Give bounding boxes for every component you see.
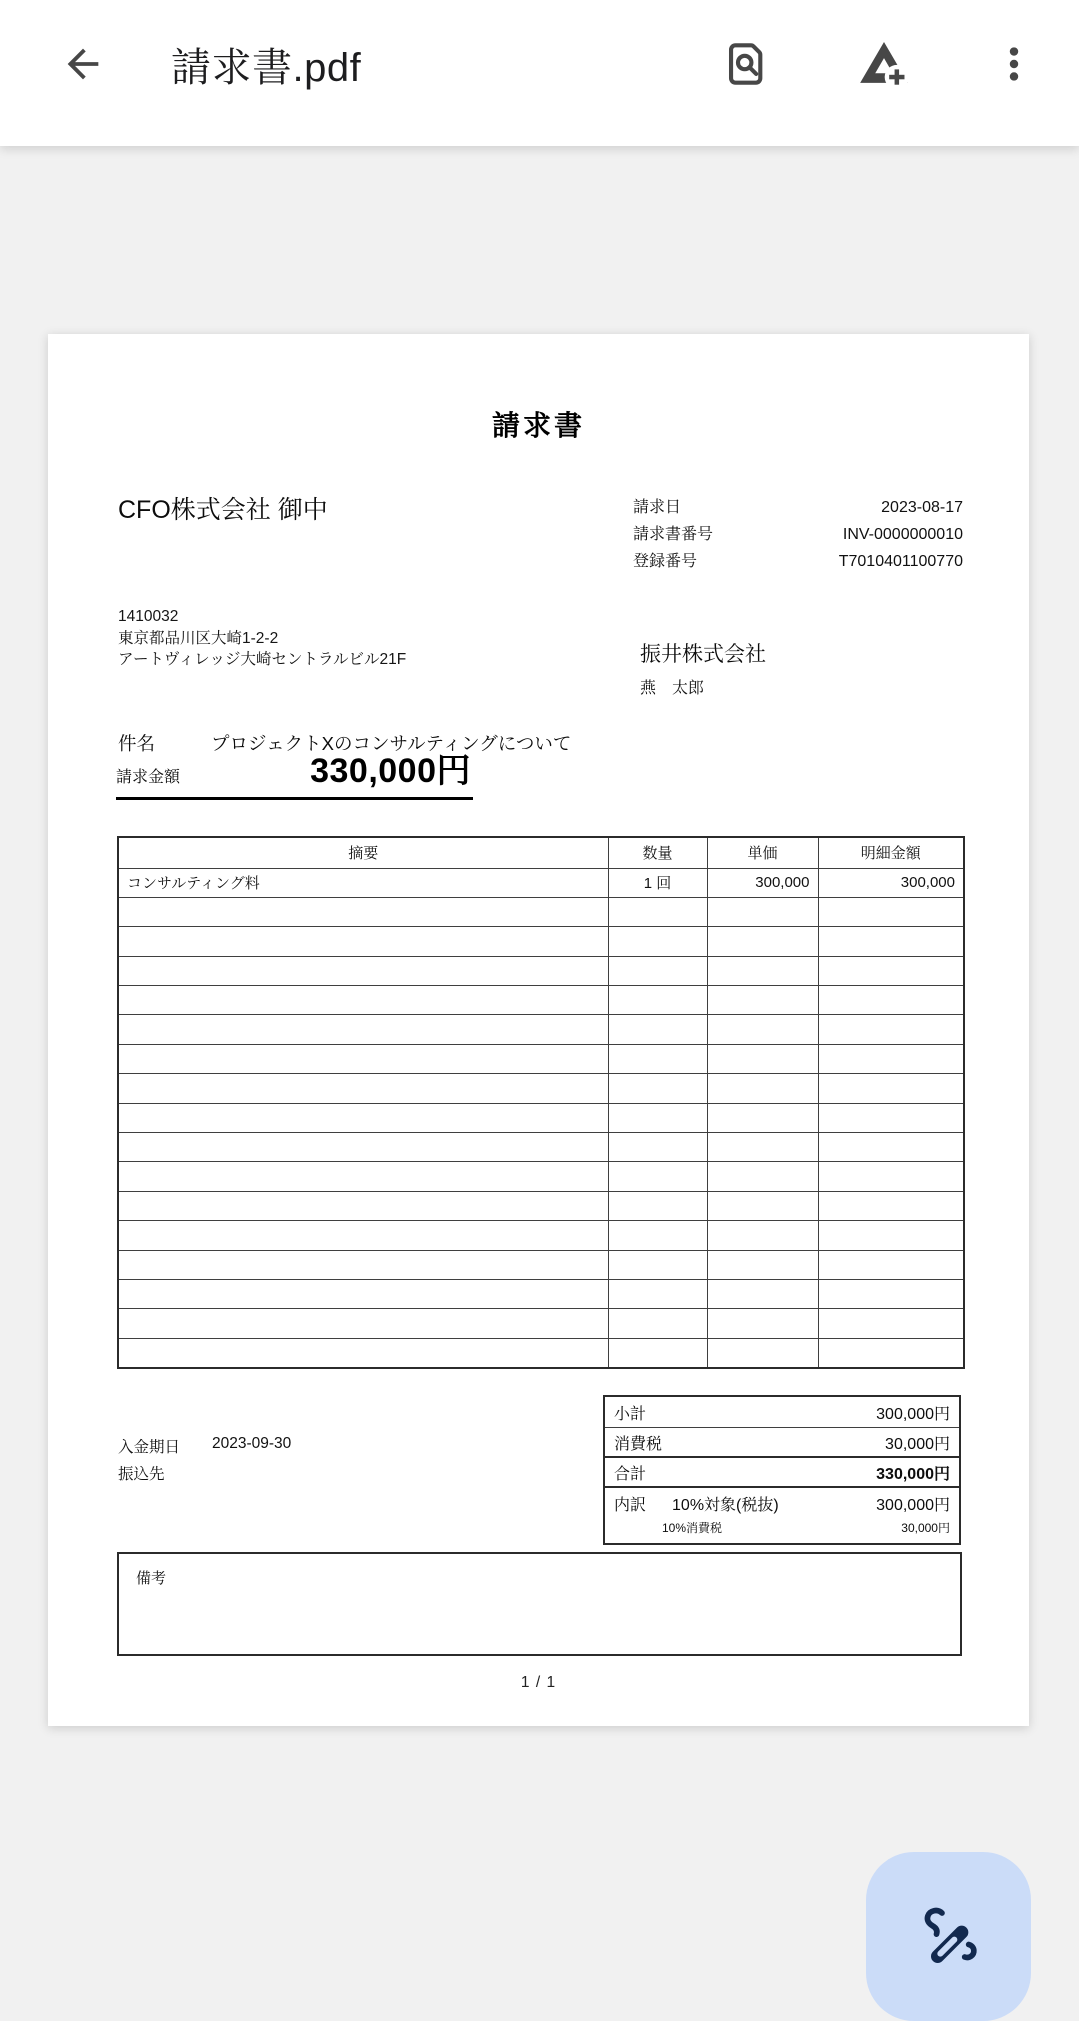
table-empty-cell: [818, 897, 964, 926]
table-empty-cell: [707, 1074, 818, 1103]
table-empty-cell: [118, 1162, 608, 1191]
meta-row-number: [633, 521, 963, 548]
table-empty-cell: [118, 897, 608, 926]
meta-value: 2023-08-17: [881, 499, 963, 516]
totals-box: [603, 1395, 961, 1545]
subject-value: プロジェクトXのコンサルティングについて: [211, 733, 572, 754]
tax-value: 30,000円: [885, 1435, 950, 1453]
table-empty-row: [118, 1221, 964, 1250]
meta-label: 請求日: [633, 499, 682, 516]
overflow-menu-button[interactable]: [992, 34, 1036, 94]
meta-label: 登録番号: [633, 553, 698, 570]
table-empty-row: [118, 1338, 964, 1367]
table-empty-row: [118, 1103, 964, 1132]
sender-address-line2: アートヴィレッジ大崎セントラルビル21F: [118, 651, 407, 668]
table-empty-cell: [608, 1103, 707, 1132]
table-empty-cell: [608, 986, 707, 1015]
sender-address-line1: 東京都品川区大崎1-2-2: [118, 629, 279, 647]
total-value: 330,000円: [876, 1465, 950, 1483]
table-empty-cell: [608, 1221, 707, 1250]
line-items-table: [117, 836, 965, 1369]
table-empty-row: [118, 1015, 964, 1044]
table-empty-cell: [608, 1162, 707, 1191]
annotate-fab[interactable]: [866, 1852, 1031, 2021]
tax-breakdown-row: [605, 1488, 959, 1519]
table-empty-cell: [818, 1338, 964, 1367]
table-empty-cell: [707, 1044, 818, 1073]
arrow-back-icon: [60, 41, 106, 87]
table-empty-cell: [118, 1074, 608, 1103]
subtotal-label: 小計: [614, 1405, 647, 1423]
table-header-row: [118, 837, 964, 868]
table-empty-cell: [707, 1309, 818, 1338]
tax-breakdown-sub-row: [605, 1519, 959, 1543]
meta-row-date: [633, 494, 963, 521]
breakdown-label: 内訳: [614, 1497, 647, 1514]
table-empty-cell: [707, 1103, 818, 1132]
billed-amount-label: 請求金額: [116, 769, 181, 786]
table-empty-cell: [118, 1191, 608, 1220]
table-empty-cell: [118, 1279, 608, 1308]
item-description: コンサルティング料: [118, 868, 608, 897]
table-empty-cell: [818, 1103, 964, 1132]
col-header-line-amount: 明細金額: [818, 837, 964, 868]
table-empty-cell: [707, 1221, 818, 1250]
table-empty-cell: [118, 1250, 608, 1279]
back-button[interactable]: [57, 38, 109, 90]
pdf-viewer-canvas[interactable]: [0, 146, 1079, 1921]
total-row: [605, 1458, 959, 1488]
table-empty-cell: [707, 897, 818, 926]
total-label: 合計: [614, 1465, 647, 1483]
table-empty-cell: [608, 927, 707, 956]
table-empty-cell: [118, 1015, 608, 1044]
table-empty-cell: [818, 1191, 964, 1220]
subtotal-row: [605, 1397, 959, 1428]
invoice-title: 請求書: [491, 410, 585, 441]
sender-address: [118, 606, 406, 671]
table-empty-cell: [818, 1162, 964, 1191]
table-empty-row: [118, 1074, 964, 1103]
table-empty-cell: [818, 1250, 964, 1279]
billed-amount-row: [116, 752, 473, 800]
item-unit-price: 300,000: [707, 868, 818, 897]
table-empty-cell: [608, 1309, 707, 1338]
table-empty-row: [118, 1162, 964, 1191]
breakdown-sub-label: 10%消費税: [662, 1521, 723, 1535]
table-empty-cell: [707, 1015, 818, 1044]
table-empty-cell: [608, 897, 707, 926]
remarks-box: [117, 1552, 962, 1656]
pdf-page: [48, 334, 1029, 1726]
table-empty-cell: [608, 1338, 707, 1367]
table-empty-cell: [707, 1133, 818, 1162]
sender-person: 燕 太郎: [640, 680, 705, 697]
meta-value: T7010401100770: [838, 553, 963, 570]
table-empty-cell: [818, 1279, 964, 1308]
table-empty-cell: [608, 1250, 707, 1279]
table-empty-row: [118, 1309, 964, 1338]
document-title: 請求書.pdf: [171, 45, 362, 90]
payment-due-value: 2023-09-30: [212, 1435, 292, 1452]
table-empty-cell: [118, 1221, 608, 1250]
page-indicator: 1 / 1: [520, 1674, 557, 1691]
invoice-meta: [633, 494, 963, 575]
table-empty-cell: [118, 1309, 608, 1338]
table-empty-cell: [818, 1015, 964, 1044]
col-header-description: 摘要: [118, 837, 608, 868]
table-empty-row: [118, 1133, 964, 1162]
table-empty-cell: [818, 956, 964, 985]
table-empty-cell: [818, 927, 964, 956]
recipient-name: CFO株式会社 御中: [118, 496, 328, 524]
table-empty-cell: [608, 1044, 707, 1073]
table-empty-cell: [818, 1133, 964, 1162]
table-empty-cell: [118, 927, 608, 956]
sender-postal-code: 1410032: [118, 608, 179, 625]
add-to-drive-button[interactable]: [854, 34, 914, 94]
table-empty-cell: [707, 1162, 818, 1191]
table-empty-cell: [818, 1044, 964, 1073]
table-empty-cell: [707, 956, 818, 985]
table-empty-cell: [707, 1250, 818, 1279]
bank-transfer-label: 振込先: [118, 1466, 165, 1483]
table-empty-cell: [118, 1044, 608, 1073]
table-empty-cell: [608, 1279, 707, 1308]
table-empty-cell: [707, 1279, 818, 1308]
table-empty-cell: [707, 1338, 818, 1367]
table-empty-row: [118, 927, 964, 956]
table-empty-row: [118, 1044, 964, 1073]
table-empty-cell: [818, 1074, 964, 1103]
table-empty-row: [118, 1250, 964, 1279]
col-header-unit-price: 単価: [707, 837, 818, 868]
subtotal-value: 300,000円: [876, 1405, 950, 1423]
payment-due-row: [118, 1435, 291, 1457]
table-row: [118, 868, 964, 897]
stylus-note-icon: [909, 1897, 989, 1977]
table-empty-cell: [118, 956, 608, 985]
table-empty-cell: [608, 1074, 707, 1103]
table-empty-cell: [608, 1133, 707, 1162]
table-empty-row: [118, 986, 964, 1015]
table-empty-cell: [118, 986, 608, 1015]
table-empty-cell: [818, 986, 964, 1015]
table-empty-cell: [818, 1221, 964, 1250]
table-empty-cell: [818, 1309, 964, 1338]
table-empty-cell: [707, 927, 818, 956]
three-dot-menu-icon: [992, 39, 1036, 89]
remarks-label: 備考: [136, 1570, 167, 1587]
breakdown-value: 300,000円: [876, 1497, 950, 1514]
table-empty-cell: [707, 1191, 818, 1220]
tax-label: 消費税: [614, 1435, 663, 1453]
table-empty-row: [118, 956, 964, 985]
app-bar: [0, 0, 1079, 146]
table-empty-cell: [608, 1015, 707, 1044]
table-empty-cell: [118, 1133, 608, 1162]
items-table-body: [118, 868, 964, 1368]
table-empty-row: [118, 1191, 964, 1220]
breakdown-sub-value: 30,000円: [901, 1521, 950, 1535]
billed-amount-value: 330,000円: [310, 752, 471, 790]
tax-row: [605, 1428, 959, 1458]
subject-label: 件名: [118, 733, 156, 754]
table-empty-cell: [118, 1103, 608, 1132]
meta-label: 請求書番号: [633, 526, 714, 543]
meta-value: INV-0000000010: [842, 526, 963, 543]
table-empty-cell: [707, 986, 818, 1015]
table-empty-cell: [118, 1338, 608, 1367]
find-in-document-button[interactable]: [716, 34, 776, 94]
breakdown-item: 10%対象(税抜): [672, 1497, 779, 1514]
sender-company: 振井株式会社: [640, 643, 766, 666]
table-empty-row: [118, 897, 964, 926]
table-empty-cell: [608, 956, 707, 985]
find-in-page-icon: [720, 38, 772, 90]
payment-due-label: 入金期日: [118, 1439, 181, 1456]
table-empty-cell: [608, 1191, 707, 1220]
meta-row-registration: [633, 548, 963, 575]
add-to-drive-icon: [857, 37, 911, 91]
col-header-quantity: 数量: [608, 837, 707, 868]
table-empty-row: [118, 1279, 964, 1308]
item-line-amount: 300,000: [818, 868, 964, 897]
item-quantity: 1 回: [608, 868, 707, 897]
